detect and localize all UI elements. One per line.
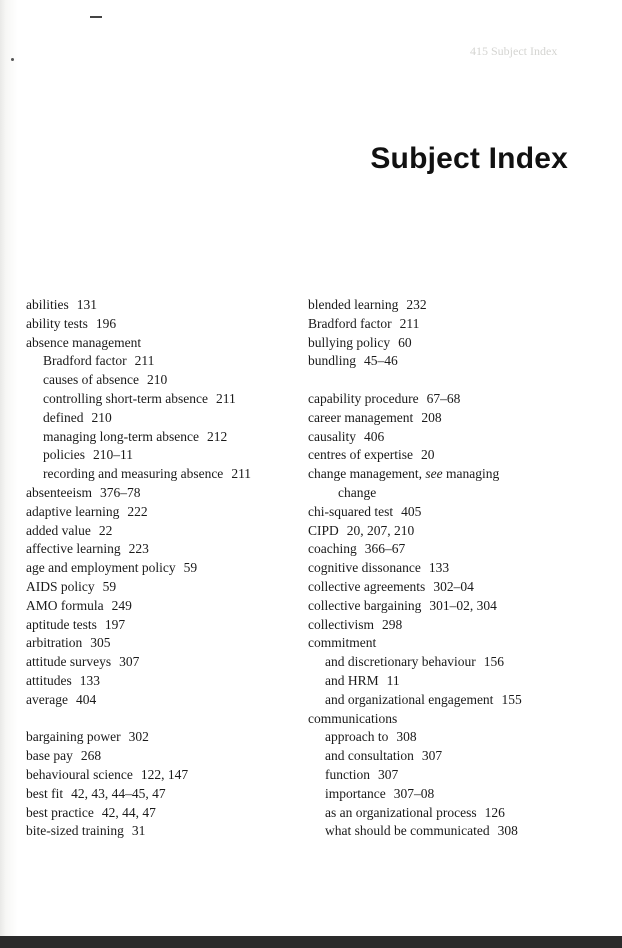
index-page-numbers: 59 [183,560,198,576]
index-term: Bradford factor [308,315,392,331]
index-page-numbers: 223 [128,541,149,557]
index-entry [26,522,296,541]
index-page-numbers: 301–02, 304 [429,597,497,613]
index-term: and discretionary behaviour [325,654,476,670]
index-term: AMO formula [26,597,104,613]
index-page-numbers: 404 [75,691,97,707]
index-page-numbers: 307 [421,748,443,764]
index-page-numbers: 59 [102,578,117,594]
index-page-numbers: 42, 43, 44–45, 47 [71,785,166,801]
index-term: added value [26,522,91,538]
index-term: as an organizational process [325,804,477,820]
index-term: bullying policy [308,334,391,350]
index-entry [26,540,296,559]
index-entry [26,352,296,371]
index-entry [308,428,598,447]
index-term: and organizational engagement [325,691,494,707]
index-entry [308,390,598,409]
index-entry [308,597,598,616]
index-term: best practice [26,804,94,820]
index-page-numbers: 20, 207, 210 [346,522,415,538]
index-entry [26,785,296,804]
index-term: policies [43,447,85,463]
index-entry [308,766,598,785]
index-term: average [26,691,68,707]
index-entry [26,653,296,672]
index-term: approach to [325,729,389,745]
index-page-numbers: 232 [406,297,427,312]
index-page-numbers: 211 [231,466,252,482]
index-page-numbers: 212 [206,428,228,444]
index-page-numbers: 126 [484,804,505,820]
index-term: bundling [308,353,357,369]
index-entry [26,728,296,747]
index-term: collective agreements [308,578,426,594]
index-entry [308,409,598,428]
index-entry [26,390,296,409]
index-term: change [338,484,377,500]
index-entry [308,747,598,766]
index-page-numbers: 155 [501,691,522,707]
index-page-numbers: 11 [386,672,400,688]
index-entry [26,503,296,522]
index-entry [308,785,598,804]
index-page-numbers: 60 [398,334,412,350]
index-page-numbers: 210 [91,409,112,425]
bleed-through-header: 415 Subject Index [470,44,558,58]
index-entry [308,616,598,635]
scan-edge [0,936,622,948]
index-page-numbers: 268 [80,748,102,764]
index-entry [26,428,296,447]
index-entry [308,559,598,578]
index-term: CIPD [308,522,339,538]
index-see-reference: see [425,466,443,482]
index-entry [26,616,296,635]
index-page-numbers: 307 [378,766,399,782]
index-term: collective bargaining [308,597,422,613]
index-gap [308,371,598,390]
index-entry [308,296,598,315]
index-term: and consultation [325,748,414,764]
index-entry [26,371,296,390]
index-page-numbers: 211 [399,315,420,331]
index-entry [26,766,296,785]
index-entry [308,710,598,729]
index-page-numbers: 196 [95,315,117,331]
index-entry [308,634,598,653]
index-term: change management, [308,466,422,482]
index-entry [26,672,296,691]
index-term: importance [325,785,386,801]
index-term: ability tests [26,315,88,331]
index-term: behavioural science [26,766,133,782]
index-entry [26,747,296,766]
index-page-numbers: 156 [483,654,504,670]
index-term: causality [308,428,356,444]
index-gap [26,710,296,729]
index-term: adaptive learning [26,503,120,519]
index-entry [308,352,598,371]
index-entry [308,578,598,597]
index-page-numbers: 405 [401,503,422,519]
index-entry [308,484,598,503]
index-page-numbers: 20 [420,447,435,463]
index-page-numbers: 122, 147 [140,766,189,782]
index-page-numbers: 307 [119,654,140,670]
index-see-target: managing [445,466,500,482]
index-entry [26,409,296,428]
index-entry [308,728,598,747]
index-page-numbers: 42, 44, 47 [101,804,156,820]
index-term: collectivism [308,616,374,632]
index-page-numbers: 133 [428,560,450,576]
index-entry [308,653,598,672]
index-page-numbers: 366–67 [364,541,406,557]
index-term: coaching [308,541,357,557]
scan-dot [11,58,14,61]
index-term: recording and measuring absence [43,466,224,482]
index-page-numbers: 307–08 [393,785,435,801]
index-term: age and employment policy [26,560,176,576]
index-term: centres of expertise [308,447,413,463]
index-entry [26,296,296,315]
index-entry [308,672,598,691]
index-page-numbers: 197 [104,616,126,632]
index-entry [26,597,296,616]
index-page-numbers: 22 [98,522,113,538]
index-term: attitude surveys [26,654,112,670]
scan-mark [90,16,102,18]
index-entry [26,578,296,597]
index-entry [308,446,598,465]
index-term: best fit [26,785,64,801]
index-page-numbers: 302–04 [433,578,474,594]
index-page-numbers: 308 [396,729,417,745]
index-term: career management [308,409,414,425]
index-entry [26,465,296,484]
index-entry [26,484,296,503]
index-page-numbers: 31 [131,823,146,839]
page-title: Subject Index [370,142,568,175]
index-term: capability procedure [308,390,419,406]
index-term: managing long-term absence [43,428,199,444]
index-term: Bradford factor [43,353,127,369]
index-column-left [26,296,296,841]
index-entry [308,503,598,522]
index-page-numbers: 208 [421,409,442,425]
index-page-numbers: 131 [76,297,97,312]
index-entry [26,446,296,465]
index-term: affective learning [26,541,121,557]
index-term: and HRM [325,672,379,688]
index-term: controlling short-term absence [43,390,208,406]
index-page-numbers: 67–68 [426,390,461,406]
index-term: commitment [308,635,377,651]
index-page-numbers: 210–11 [93,447,133,463]
index-term: chi-squared test [308,503,394,519]
index-entry [26,691,296,710]
index-entry [308,540,598,559]
index-entry [308,822,598,841]
index-entry [26,315,296,334]
index-page-numbers: 222 [127,503,148,519]
index-page-numbers: 305 [90,635,111,651]
index-page-numbers: 210 [146,372,168,388]
index-term: attitudes [26,672,72,688]
index-term: cognitive dissonance [308,560,421,576]
index-page-numbers: 211 [134,353,155,369]
index-term: communications [308,710,398,726]
index-entry [308,522,598,541]
index-term: absenteeism [26,484,92,500]
index-page-numbers: 376–78 [99,484,141,500]
index-term: base pay [26,748,73,764]
index-term: bite-sized training [26,823,124,839]
index-entry [26,559,296,578]
index-entry [308,315,598,334]
index-term: arbitration [26,635,83,651]
index-entry [26,822,296,841]
index-page-numbers: 308 [497,823,518,839]
index-term: blended learning [308,297,399,312]
index-term: AIDS policy [26,578,95,594]
index-entry [308,465,598,484]
index-term: absence management [26,334,142,350]
index-page-numbers: 45–46 [364,353,398,369]
index-term: abilities [26,297,69,312]
index-entry [26,804,296,823]
index-entry [308,691,598,710]
index-entry [308,334,598,353]
index-entry [26,334,296,353]
index-page-numbers: 133 [79,672,100,688]
index-term: function [325,766,370,782]
index-page-numbers: 211 [215,390,236,406]
index-entry [26,634,296,653]
index-column-right [308,296,598,841]
index-page-numbers: 406 [363,428,385,444]
index-term: aptitude tests [26,616,97,632]
index-term: bargaining power [26,729,121,745]
index-term: defined [43,409,84,425]
index-term: what should be communicated [325,823,490,839]
index-page-numbers: 249 [111,597,132,613]
index-page-numbers: 302 [128,729,149,745]
index-page-numbers: 298 [381,616,403,632]
index-entry [308,804,598,823]
index-term: causes of absence [43,372,139,388]
